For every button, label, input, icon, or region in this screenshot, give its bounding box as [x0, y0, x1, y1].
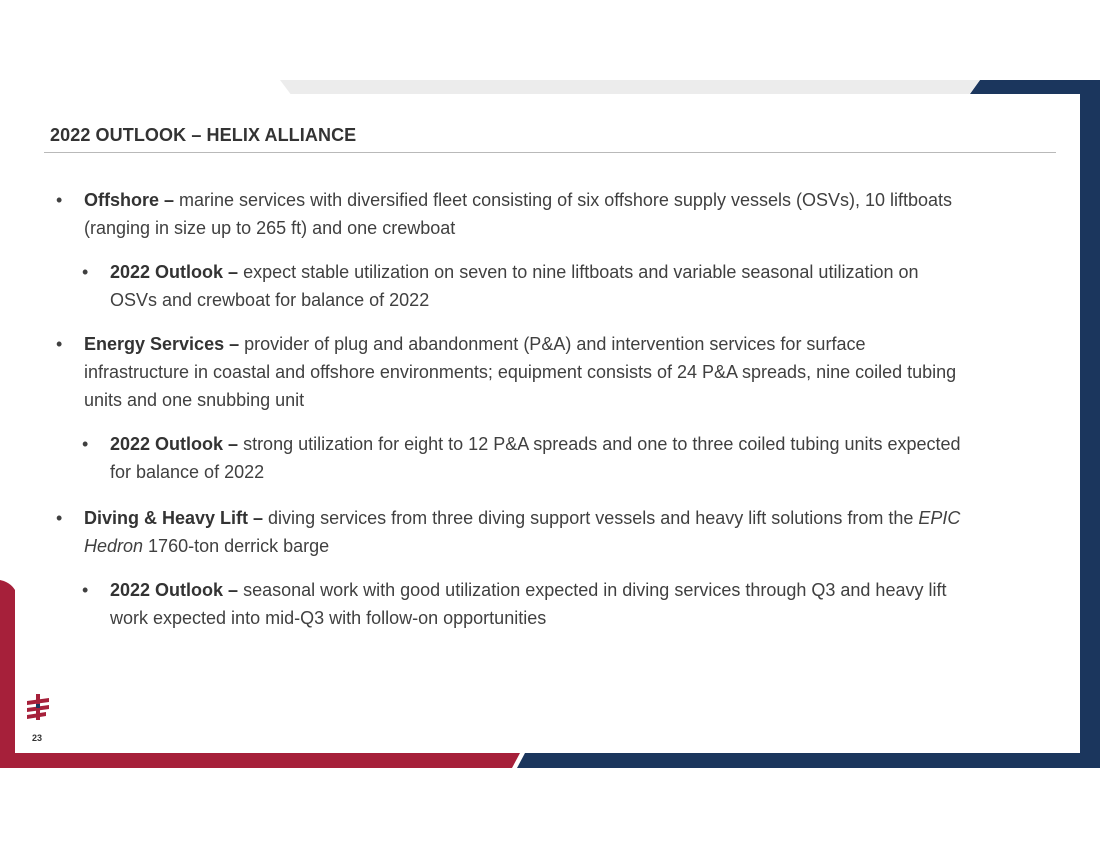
bullet-text [84, 504, 966, 560]
navy-frame-top [970, 80, 1100, 768]
bullet-symbol: • [82, 262, 89, 282]
bullet-offshore [56, 186, 966, 242]
title-divider [44, 152, 1056, 153]
bullet-body: expect stable utilization on seven to nine liftboats and variable seasonal utilization on OSVs and crewboat for balance of 2022 [110, 262, 919, 310]
bullet-energy-services [56, 330, 966, 414]
bullet-text [110, 258, 966, 314]
page-title: 2022 OUTLOOK – HELIX ALLIANCE [50, 125, 357, 145]
bullet-body: provider of plug and abandonment (P&A) and intervention services for surface infrastructure in coastal and offshore environments; equipment consists of 24 P&A spreads, nine coiled tubing units and one snubbing unit [84, 334, 957, 410]
crimson-left-sliver [0, 580, 15, 753]
bullet-heading: 2022 Outlook – [110, 580, 239, 600]
bullet-symbol: • [82, 434, 89, 454]
bullet-text [84, 186, 966, 242]
bullet-diving-outlook [82, 576, 966, 632]
bullet-heading: Energy Services – [84, 334, 240, 354]
bullet-symbol: • [56, 190, 63, 210]
top-grey-band [280, 80, 980, 94]
bullet-heading: Diving & Heavy Lift – [84, 508, 264, 528]
bullet-symbol: • [56, 508, 63, 528]
bullet-heading: 2022 Outlook – [110, 262, 239, 282]
bullet-text [84, 330, 966, 414]
bullet-body: marine services with diversified fleet consisting of six offshore supply vessels (OSVs), 10 liftboats (ranging in size up to 265 ft) and one crewboat [84, 190, 953, 238]
bullet-body-end: 1760-ton derrick barge [143, 536, 330, 556]
bullet-symbol: • [56, 334, 63, 354]
page-number: 23 [32, 733, 43, 743]
bullet-energy-outlook [82, 430, 966, 486]
bullet-text [110, 576, 966, 632]
bullet-heading: Offshore – [84, 190, 175, 210]
bullet-diving-heavy-lift [56, 504, 966, 560]
vessel-name: EPIC Hedron [84, 508, 961, 556]
crimson-bottom-bar [0, 753, 520, 768]
navy-bottom-bar [517, 753, 1100, 768]
helix-logo-icon [24, 693, 52, 721]
bullet-heading: 2022 Outlook – [110, 434, 239, 454]
bullet-body: diving services from three diving support vessels and heavy lift solutions from the [263, 508, 919, 528]
bullet-symbol: • [82, 580, 89, 600]
bullet-offshore-outlook [82, 258, 966, 314]
bullet-text [110, 430, 966, 486]
bullet-list [56, 186, 966, 632]
bullet-body: seasonal work with good utilization expected in diving services through Q3 and heavy lift work expected into mid-Q3 with follow-on opportunities [110, 580, 947, 628]
bullet-body: strong utilization for eight to 12 P&A spreads and one to three coiled tubing units expected for balance of 2022 [110, 434, 961, 482]
